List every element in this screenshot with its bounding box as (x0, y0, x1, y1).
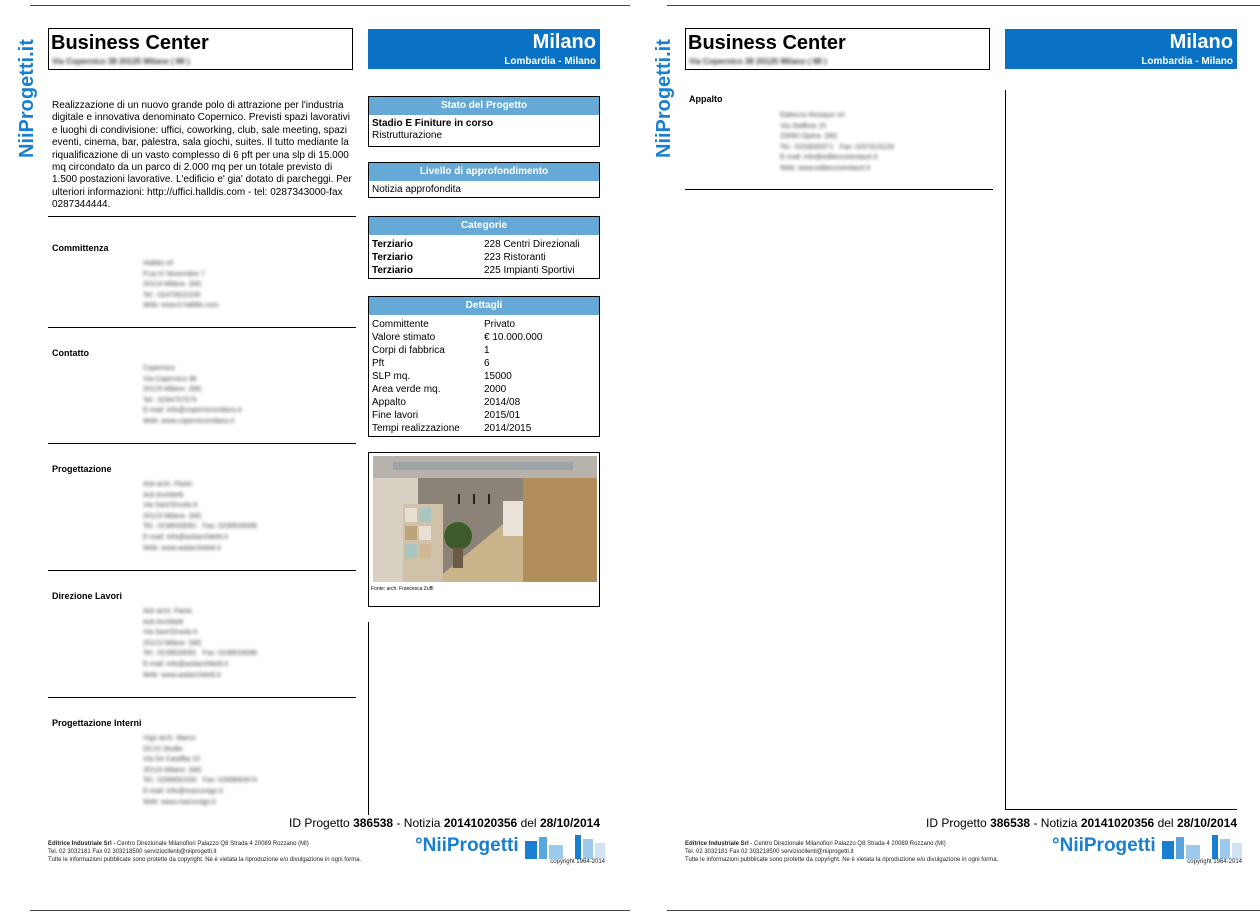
categoria-value: 225 Impianti Sportivi (484, 265, 575, 276)
project-id: 386538 (353, 816, 394, 830)
dettagli-value: 2000 (484, 384, 507, 395)
project-title-box (48, 28, 353, 70)
categoria-sector: Terziario (372, 265, 413, 276)
categoria-row (369, 251, 599, 264)
notizia-id: 20141020356 (1080, 816, 1155, 830)
dettagli-value: 2015/01 (484, 410, 521, 421)
brand-name: °NiiProgetti (1052, 835, 1156, 856)
categoria-value: 223 Ristoranti (484, 252, 546, 263)
del-label: del (1157, 816, 1174, 830)
photo-box (368, 452, 600, 607)
project-title: Business Center (51, 32, 209, 54)
dettagli-row (369, 422, 599, 435)
contact-role: Progettazione (52, 464, 112, 474)
notizia-date: 28/10/2014 (539, 816, 600, 830)
contact-details: Copernico Via Copernico 38 20125 Milano (MI) Tel.: 0294757575 E-mail: info@copernicomilano.it Web: www.copernicomilano.it (143, 365, 242, 425)
column-divider (368, 622, 369, 815)
footer-info (48, 840, 361, 864)
region-name: Lombardia - Milano (1141, 56, 1233, 67)
dettagli-row (369, 331, 599, 344)
dettagli-value: 2014/2015 (484, 423, 532, 434)
niiprogetti-vertical-logo (5, 30, 45, 160)
company-tel: Tel. 02 3032181 Fax 02 303218500 serviziocllenti@niiprogetti.it (48, 849, 217, 855)
skyline-icon (525, 835, 605, 859)
id-label: ID Progetto (289, 816, 350, 830)
company-tel: Tel. 02 3032181 Fax 02 303218500 serviziocllenti@niiprogetti.it (685, 849, 854, 855)
dettagli-value: 1 (484, 345, 490, 356)
city-box (368, 29, 600, 69)
categoria-sector: Terziario (372, 252, 413, 263)
project-address: Via Copernico 38 20125 Milano ( MI ) (689, 57, 827, 66)
categoria-value: 228 Centri Direzionali (484, 239, 580, 250)
project-title-box (685, 28, 990, 70)
del-label: del (520, 816, 537, 830)
notizia-date: 28/10/2014 (1176, 816, 1237, 830)
svg-text:NiiProgetti.it: NiiProgetti.it (653, 39, 675, 158)
livello-header: Livello di approfondimento (369, 163, 599, 181)
footer-id (926, 816, 1237, 830)
contact-role: Direzione Lavori (52, 591, 123, 601)
stato-header: Stato del Progetto (369, 97, 599, 115)
appalto-details: Editecno Restauri srl Via Staffora 15 20090 Opera (MI) Tel.: 0253000571 Fax: 0257619126 E-mail: info@editecnorestauri.it Web: www.editecnorestauri.it (780, 112, 895, 172)
svg-text:NiiProgetti.it: NiiProgetti.it (16, 39, 38, 158)
dettagli-key: SLP mq. (372, 371, 411, 382)
stato-stage: Stadio E Finiture in corso (372, 118, 494, 129)
appalto-role: Appalto (689, 94, 723, 104)
stato-box (368, 96, 600, 147)
office-interior-photo (373, 456, 597, 582)
categoria-row (369, 264, 599, 277)
contact-details: Halldis srl P.za IV Novembre 7 20124 Milano (MI) Tel.: 02479522200 Web: www.it.halldis.com (143, 260, 219, 310)
dettagli-value: 15000 (484, 371, 512, 382)
livello-box (368, 162, 600, 198)
dettagli-key: Pft (372, 358, 385, 369)
skyline-icon (1162, 835, 1242, 859)
copyright-notice: Tutte le informazioni pubblicate sono protette da copyright. Ne è vietata la riproduzione e/o divulgazione in ogni forma. (685, 857, 999, 863)
project-description: Realizzazione di un nuovo grande polo di attrazione per l'industria digitale e innovativa denominato Copernico. Previsti spazi lavorativi e luoghi di condivisione: uffici, coworking, club, sale meeting, spazi eventi, cinema, bar, palestra, sala giochi, suites. Il tutto mediante la riqualificazione di un vasto complesso di 6 pft per una slp di 15.000 mq circondato da un parco di 2.000 mq per un totale previsto di 1.500 postazioni lavorative. L'edificio e' gia' dotato di parcheggi. Per ulteriori informazioni: http://uffici.halldis.com - tel: 0287343000-fax 0287344444. (52, 100, 352, 211)
livello-value: Notizia approfondita (372, 184, 461, 195)
dettagli-row (369, 370, 599, 383)
dettagli-row (369, 383, 599, 396)
project-title: Business Center (688, 32, 846, 54)
divider (48, 570, 356, 571)
footer-id (289, 816, 600, 830)
page-1 (15, 0, 630, 912)
copyright-year: copyright 1964-2014 (1187, 859, 1242, 865)
divider (685, 189, 993, 190)
brand-logo (415, 833, 605, 867)
dettagli-value: 2014/08 (484, 397, 521, 408)
divider (48, 327, 356, 328)
categorie-header: Categorie (369, 217, 599, 235)
contact-role: Contatto (52, 348, 89, 358)
region-name: Lombardia - Milano (504, 56, 596, 67)
dettagli-row (369, 357, 599, 370)
brand-name: °NiiProgetti (415, 835, 519, 856)
notizia-label: - Notizia (1033, 816, 1078, 830)
stato-type: Ristrutturazione (372, 130, 443, 141)
contact-details: Asti arch. Paolo Asti Architetti Via Sant'Orsola 8 20123 Milano (MI) Tel.: 0238533091 Fax: 0238533096 E-mail: info@astiarchitetti.it Web: www.astiarchitetti.it (143, 481, 258, 552)
contact-details: Vigo arch. Marco DC10 Studio Via De Castillia 10 20124 Milano (MI) Tel.: 0289692330 Fax: 0289692674 E-mail: info@marcovigo.it Web: www.marcovigo.it (143, 735, 258, 806)
city-name: Milano (1169, 31, 1233, 53)
dettagli-box (368, 296, 600, 437)
categoria-sector: Terziario (372, 239, 413, 250)
dettagli-key: Fine lavori (372, 410, 419, 421)
divider (1005, 809, 1237, 810)
brand-logo (1052, 833, 1242, 867)
dettagli-value: Privato (484, 319, 516, 330)
bottom-rule (30, 910, 630, 911)
dettagli-header: Dettagli (369, 297, 599, 315)
copyright-notice: Tutte le informazioni pubblicate sono protette da copyright. Ne è vietata la riproduzione e/o divulgazione in ogni forma. (48, 857, 362, 863)
bottom-rule (667, 910, 1260, 911)
dettagli-value: € 10.000.000 (484, 332, 543, 343)
project-id: 386538 (990, 816, 1031, 830)
company-address: - Centro Direzionale Milanofiori Palazzo Q8 Strada 4 20089 Rozzano (MI) (748, 841, 946, 847)
city-box (1005, 29, 1237, 69)
dettagli-key: Area verde mq. (372, 384, 441, 395)
photo-caption: Fonte: arch. Francesca Zuffi (371, 586, 434, 592)
dettagli-row (369, 318, 599, 331)
dettagli-row (369, 344, 599, 357)
dettagli-key: Committente (372, 319, 429, 330)
city-name: Milano (532, 31, 596, 53)
divider (48, 443, 356, 444)
column-divider (1005, 90, 1006, 810)
dettagli-key: Corpi di fabbrica (372, 345, 445, 356)
company-name: Editrice Industriale Srl (48, 841, 112, 847)
categorie-box (368, 216, 600, 279)
id-label: ID Progetto (926, 816, 987, 830)
dettagli-key: Appalto (372, 397, 406, 408)
project-address: Via Copernico 38 20125 Milano ( MI ) (52, 57, 190, 66)
categoria-row (369, 238, 599, 251)
divider (48, 697, 356, 698)
page-2 (652, 0, 1260, 912)
notizia-id: 20141020356 (443, 816, 518, 830)
company-name: Editrice Industriale Srl (685, 841, 749, 847)
dettagli-key: Tempi realizzazione (372, 423, 460, 434)
niiprogetti-vertical-logo (642, 30, 682, 160)
copyright-year: copyright 1964-2014 (550, 859, 605, 865)
top-rule (667, 5, 1260, 6)
notizia-label: - Notizia (396, 816, 441, 830)
dettagli-key: Valore stimato (372, 332, 436, 343)
footer-info (685, 840, 998, 864)
dettagli-row (369, 396, 599, 409)
dettagli-value: 6 (484, 358, 490, 369)
contact-details: Asti arch. Paolo Asti Architetti Via Sant'Orsola 8 20123 Milano (MI) Tel.: 0238533091 Fax: 0238533096 E-mail: info@astiarchitetti.it Web: www.astiarchitetti.it (143, 608, 258, 679)
divider (48, 216, 356, 217)
company-address: - Centro Direzionale Milanofiori Palazzo Q8 Strada 4 20089 Rozzano (MI) (111, 841, 309, 847)
dettagli-row (369, 409, 599, 422)
contact-role: Progettazione Interni (52, 718, 142, 728)
contact-role: Committenza (52, 243, 109, 253)
top-rule (30, 5, 630, 6)
